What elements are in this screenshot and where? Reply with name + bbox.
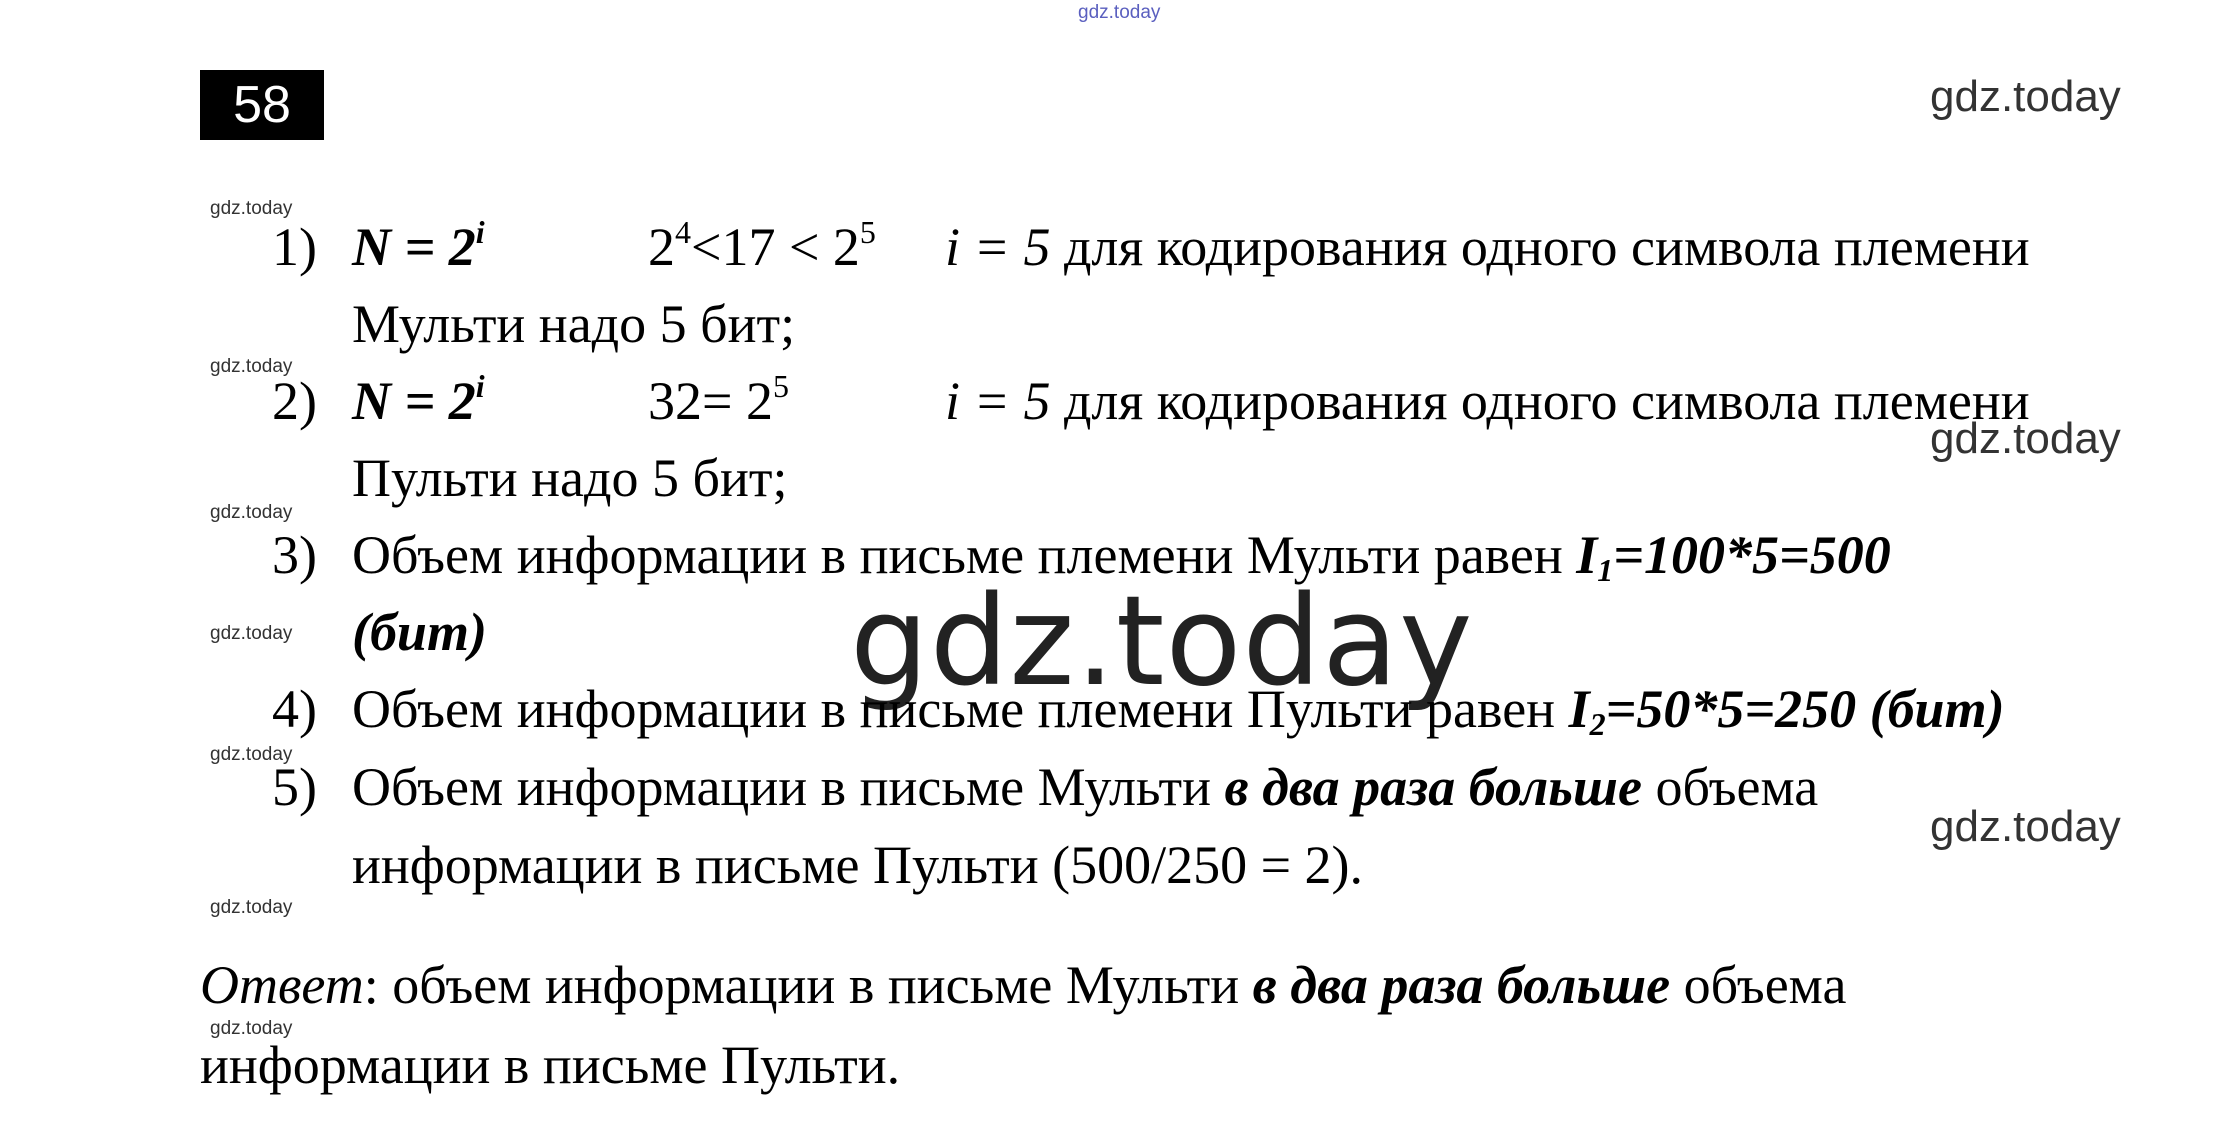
equation-text: 32= 2 <box>648 371 773 431</box>
item-text <box>352 757 1819 817</box>
formula <box>352 368 485 431</box>
formula-exponent: i <box>475 368 485 404</box>
base: 2 <box>648 217 675 277</box>
emphasis: в два раза больше <box>1224 757 1642 817</box>
item-text <box>945 371 2030 431</box>
i-value: i = 5 <box>945 217 1051 277</box>
item-number: 3) <box>272 525 317 585</box>
item-line2: Мульти надо 5 бит; <box>352 294 796 354</box>
item-line2: информации в письме Пульти (500/250 = 2). <box>352 835 1364 895</box>
item-text-a: Объем информации в письме племени Пульти равен <box>352 679 1569 739</box>
formula-exponent: i <box>475 214 485 250</box>
item-text-b: объема <box>1641 757 1819 817</box>
exponent: 4 <box>675 214 691 250</box>
page-number: 58 <box>200 70 324 140</box>
formula-rest: =100*5=500 <box>1613 525 1891 585</box>
watermark-small: gdz.today <box>210 502 293 523</box>
item-text <box>945 217 2030 277</box>
formula-text: I <box>1568 679 1590 739</box>
watermark-small: gdz.today <box>210 623 293 644</box>
formula-text: I <box>1576 525 1598 585</box>
item-number: 2) <box>272 371 317 431</box>
equation <box>648 368 789 431</box>
item-line2: (бит) <box>352 602 487 662</box>
answer-text: : объем информации в письме Мульти <box>363 955 1253 1015</box>
item-number: 4) <box>272 679 317 739</box>
answer-rest: объема <box>1670 955 1847 1015</box>
item-text-a: Объем информации в письме Мульти <box>352 757 1225 817</box>
watermark-mid: gdz.today <box>1930 802 2121 851</box>
formula <box>352 214 485 277</box>
answer-line <box>200 955 1847 1015</box>
answer-label: Ответ <box>200 955 364 1015</box>
watermark-small: gdz.today <box>210 1018 293 1039</box>
watermark-top: gdz.today <box>1078 2 1161 23</box>
exponent: 5 <box>859 214 876 250</box>
exponent: 5 <box>772 368 789 404</box>
formula-text: N = 2 <box>352 371 476 431</box>
watermark-small: gdz.today <box>210 897 293 918</box>
formula-subscript: 1 <box>1597 552 1614 588</box>
watermark-header: gdz.today <box>1930 72 2121 121</box>
watermark-mid: gdz.today <box>1930 414 2121 463</box>
item-line2: Пульти надо 5 бит; <box>352 448 788 508</box>
watermark-big: gdz.today <box>850 570 1474 714</box>
item-text-a: Объем информации в письме племени Мульти равен <box>352 525 1577 585</box>
inequality <box>648 214 876 277</box>
watermark-small: gdz.today <box>210 198 293 219</box>
i-value: i = 5 <box>945 371 1051 431</box>
answer-emphasis: в два раза больше <box>1252 955 1671 1015</box>
watermark-small: gdz.today <box>210 744 293 765</box>
answer-line2: информации в письме Пульти. <box>200 1035 901 1095</box>
watermark-small: gdz.today <box>210 356 293 377</box>
item-text <box>352 679 2005 742</box>
formula-rest: =50*5=250 (бит) <box>1605 679 2005 739</box>
item-rest: для кодирования одного символа племени <box>1050 217 2030 277</box>
inequality-text: <17 < 2 <box>691 217 860 277</box>
formula-text: N = 2 <box>352 217 476 277</box>
formula-subscript: 2 <box>1589 706 1606 742</box>
item-number: 1) <box>272 217 317 277</box>
item-number: 5) <box>272 757 317 817</box>
item-rest: для кодирования одного символа племени <box>1050 371 2030 431</box>
